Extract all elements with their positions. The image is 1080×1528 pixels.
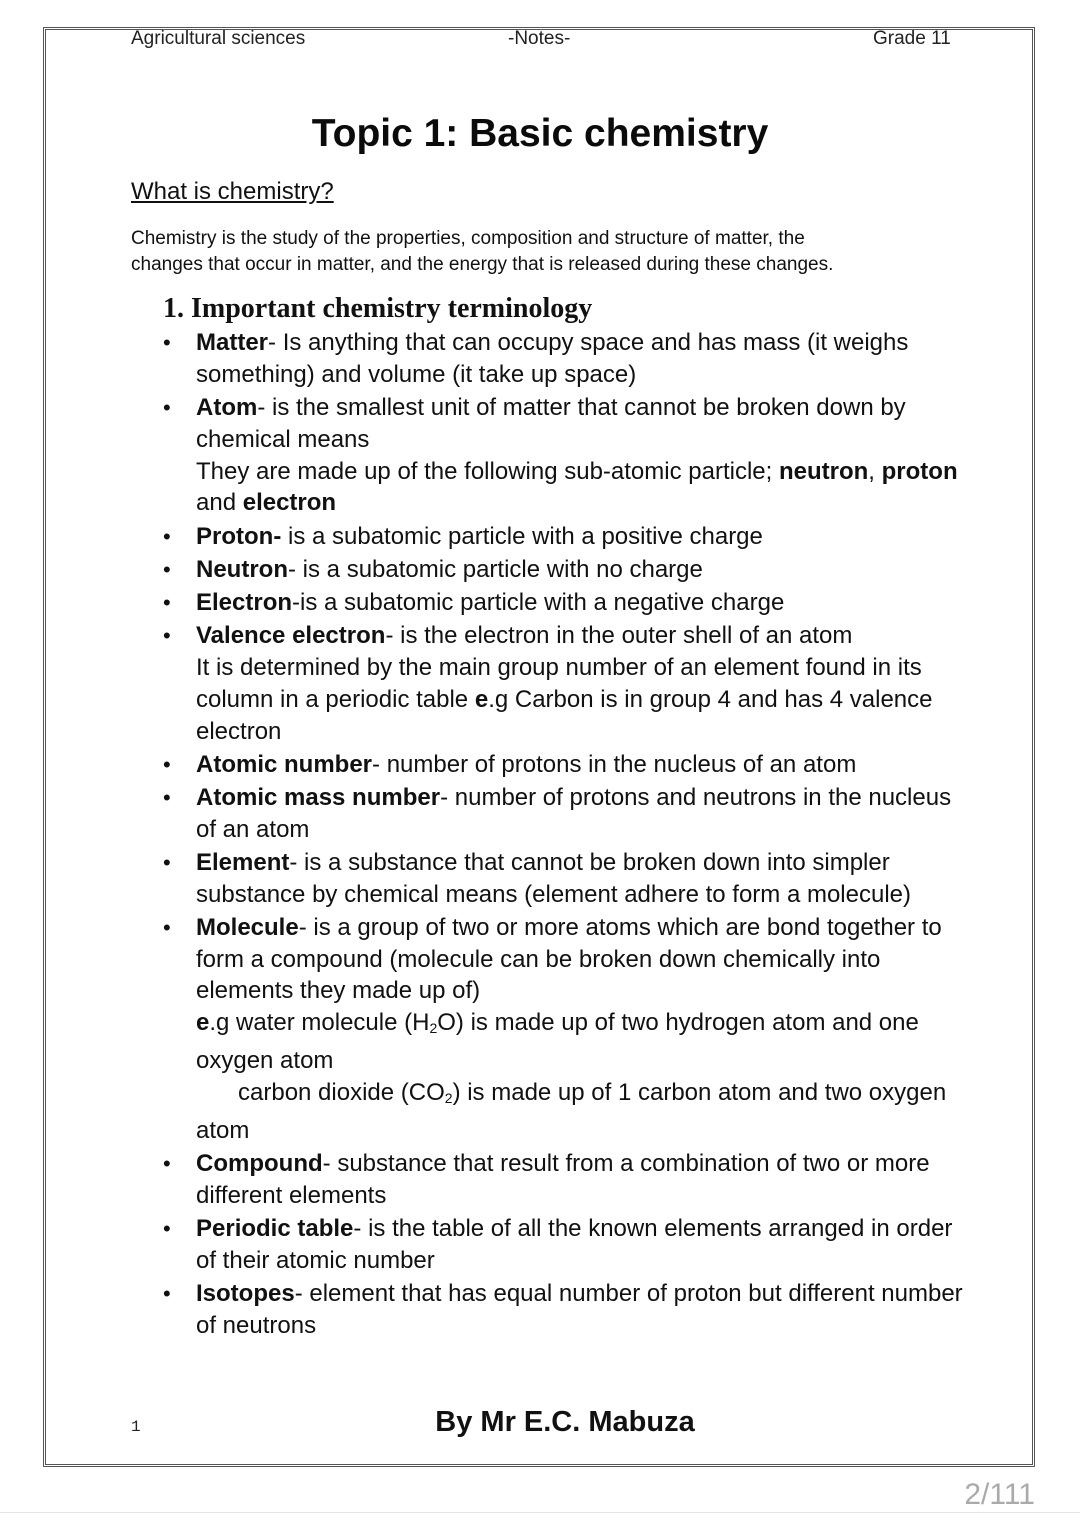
term: Valence electron	[196, 622, 386, 650]
list-item	[163, 749, 963, 781]
extra-text: They are made up of the following sub-atomic particle;	[196, 457, 779, 485]
emphasis: proton	[881, 457, 958, 485]
bullet-icon: •	[163, 523, 171, 549]
term: Electron	[196, 588, 293, 616]
example-text: ) is made up of 1 carbon atom and two oxygen atom	[196, 1078, 947, 1144]
definition: is the table of all the known elements arranged in order of their atomic number	[196, 1214, 953, 1274]
emphasis: electron	[242, 489, 337, 517]
list-item	[163, 521, 963, 553]
intro-line-1: Chemistry is the study of the properties, composition and structure of matter, the	[131, 228, 805, 249]
definition: is a group of two or more atoms which are bond together to form a compound (molecule can be broken down chemically into elements they made up of)	[196, 913, 942, 1005]
separator: -	[322, 1149, 338, 1177]
list-item	[163, 327, 963, 391]
list-item	[163, 847, 963, 911]
separator: -	[298, 913, 314, 941]
bullet-icon: •	[163, 914, 171, 940]
list-item	[163, 554, 963, 586]
separator: -	[289, 848, 305, 876]
viewer-divider	[0, 1512, 1080, 1513]
subscript: 2	[444, 1089, 453, 1106]
list-item	[163, 392, 963, 519]
definition: is a subatomic particle with a negative charge	[300, 588, 785, 616]
extra-text: and	[196, 489, 243, 517]
separator	[281, 523, 288, 550]
term: Neutron	[196, 555, 288, 583]
separator: -	[288, 555, 303, 583]
definition: is the smallest unit of matter that cannot be broken down by chemical means	[196, 393, 906, 453]
page-title: Topic 1: Basic chemistry	[311, 112, 769, 155]
separator: -	[440, 783, 455, 811]
term: Atomic mass number	[196, 783, 441, 811]
list-item	[163, 1278, 963, 1342]
list-item	[163, 1213, 963, 1277]
subheading: What is chemistry?	[131, 178, 334, 205]
definition: element that has equal number of proton but different number of neutrons	[196, 1279, 963, 1339]
bullet-icon: •	[163, 589, 171, 615]
page-counter: 2/111	[964, 1478, 1035, 1511]
bullet-icon: •	[163, 623, 171, 649]
term: Isotopes	[196, 1279, 295, 1307]
separator: -	[353, 1214, 369, 1242]
example-text: .g water molecule (H	[209, 1009, 430, 1037]
subscript: 2	[429, 1020, 438, 1037]
separator: -	[257, 393, 272, 421]
definition: Is anything that can occupy space and has mass (it weighs something) and volume (it take up space)	[196, 329, 909, 388]
definition: substance that result from a combination of two or more different elements	[196, 1149, 930, 1209]
list-item	[163, 620, 963, 747]
bullet-icon: •	[163, 330, 171, 355]
definition: is a substance that cannot be broken down into simpler substance by chemical means (element adhere to form a molecule)	[196, 848, 912, 908]
term: Proton-	[196, 522, 282, 550]
emphasis: e	[474, 685, 489, 713]
term: Atomic number	[196, 750, 373, 778]
header-subject: Agricultural sciences	[131, 28, 306, 49]
extra-text: .g Carbon is in group 4 and has 4 valence electron	[196, 685, 933, 745]
bullet-icon: •	[163, 751, 171, 777]
term: Periodic table	[196, 1214, 354, 1242]
separator: -	[294, 1279, 310, 1307]
list-item	[163, 587, 963, 619]
definition: is a subatomic particle with no charge	[302, 555, 703, 583]
extra-text: It is determined by the main group number of an element found in its column in a periodic table	[196, 653, 922, 713]
term: Atom	[196, 393, 258, 421]
separator: -	[292, 588, 301, 616]
example-text: O) is made up of two hydrogen atom and one oxygen atom	[196, 1009, 919, 1075]
section-heading: 1. Important chemistry terminology	[163, 293, 593, 324]
term: Element	[196, 848, 290, 876]
term: Compound	[196, 1149, 323, 1177]
extra-text: ,	[868, 457, 882, 485]
separator: -	[268, 329, 283, 356]
separator: -	[372, 750, 387, 778]
bullet-icon: •	[163, 784, 171, 810]
header-grade: Grade 11	[873, 28, 951, 49]
page-number: 1	[131, 1418, 141, 1436]
example-indent	[196, 1077, 453, 1115]
term: Molecule	[196, 913, 299, 941]
bullet-icon: •	[163, 1280, 171, 1306]
term: Matter	[196, 329, 269, 356]
author-credit: By Mr E.C. Mabuza	[435, 1406, 695, 1438]
bullet-icon: •	[163, 394, 171, 420]
intro-line-2: changes that occur in matter, and the energy that is released during these changes.	[131, 254, 834, 275]
list-item	[163, 1148, 963, 1212]
terminology-list	[163, 327, 963, 1343]
header-notes-label: -Notes-	[508, 28, 571, 49]
intro-paragraph	[131, 226, 931, 278]
list-item	[163, 782, 963, 846]
definition: is a subatomic particle with a positive charge	[287, 522, 763, 550]
example-text: carbon dioxide (CO	[238, 1078, 445, 1106]
bullet-icon: •	[163, 849, 171, 875]
definition: number of protons in the nucleus of an atom	[386, 750, 857, 778]
separator: -	[385, 622, 401, 650]
bullet-icon: •	[163, 556, 171, 582]
definition: number of protons and neutrons in the nucleus of an atom	[196, 783, 952, 843]
definition: is the electron in the outer shell of an atom	[400, 622, 853, 650]
bullet-icon: •	[163, 1150, 171, 1176]
emphasis: neutron	[778, 457, 869, 485]
list-item	[163, 912, 963, 1147]
emphasis: e	[196, 1009, 210, 1037]
bullet-icon: •	[163, 1215, 171, 1241]
